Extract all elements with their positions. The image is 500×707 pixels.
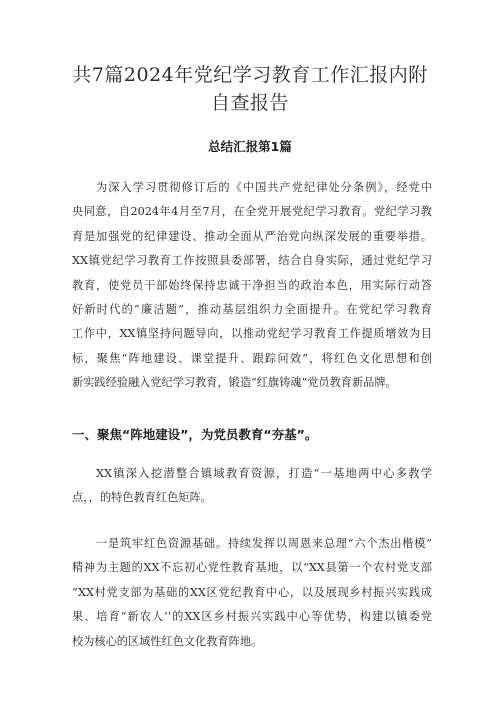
paragraph-red-resources [72, 532, 432, 654]
document-title-line-1: 共7篇2024年党纪学习教育工作汇报内附 [72, 64, 428, 86]
paragraph-line: 新实践经验融入党纪学习教育，锻造“红旗铸魂”党员教育新品牌。 [72, 376, 397, 390]
paragraph-line: 育是加强党的纪律建设、推动全面从严治党向纵深发展的重要举措。 [72, 229, 432, 243]
paragraph-section1-intro [72, 462, 432, 511]
paragraph-line: “XX村党支部为基础的XX区党纪教育中心，以及展现乡村振兴实践成 [72, 585, 432, 599]
paragraph-line: 教育，使党员干部始终保持忠诚干净担当的政治本色，用实际行动答 [72, 278, 432, 292]
paragraph-line: 校为核心的区域性红色文化教育阵地。 [72, 634, 263, 648]
paragraph-intro [72, 176, 432, 396]
section-heading-1: 一、聚焦“阵地建设”，为党员教育“夯基”。 [72, 427, 318, 442]
document-title-line-2: 自查报告 [210, 92, 289, 114]
paragraph-line: 标，聚焦“阵地建设、课堂提升、跟踪问效”，将红色文化思想和创 [72, 351, 432, 365]
paragraph-line: 精神为主题的XX不忘初心党性教育基地，以“XX县第一个农村党支部 [72, 561, 432, 575]
paragraph-line: XX镇党纪学习教育工作按照县委部署，结合自身实际，通过党纪学习 [72, 254, 432, 268]
section-subtitle: 总结汇报第1篇 [208, 139, 292, 154]
paragraph-line: 为深入学习贯彻修订后的《中国共产党纪律处分条例》，经党中 [96, 181, 432, 194]
paragraph-line: 一是筑牢红色资源基础。持续发挥以周恩来总理“六个杰出楷模” [96, 537, 432, 550]
paragraph-line: 央同意，自2024年4月至7月，在全党开展党纪学习教育。党纪学习教 [72, 205, 432, 219]
paragraph-line: 点，，的特色教育红色矩阵。 [72, 491, 212, 505]
paragraph-line: 好新时代的“廉洁题”，推动基层组织力全面提升。在党纪学习教育 [72, 303, 432, 317]
paragraph-line: XX镇深入挖潜整合镇域教育资源，打造“一基地两中心多教学 [96, 467, 432, 480]
paragraph-line: 果、培育“新农人’’的XX区乡村振兴实践中心等优势，构建以镇委党 [72, 610, 432, 624]
paragraph-line: 工作中，XX镇坚持问题导向，以推动党纪学习教育工作提质增效为目 [72, 327, 432, 341]
